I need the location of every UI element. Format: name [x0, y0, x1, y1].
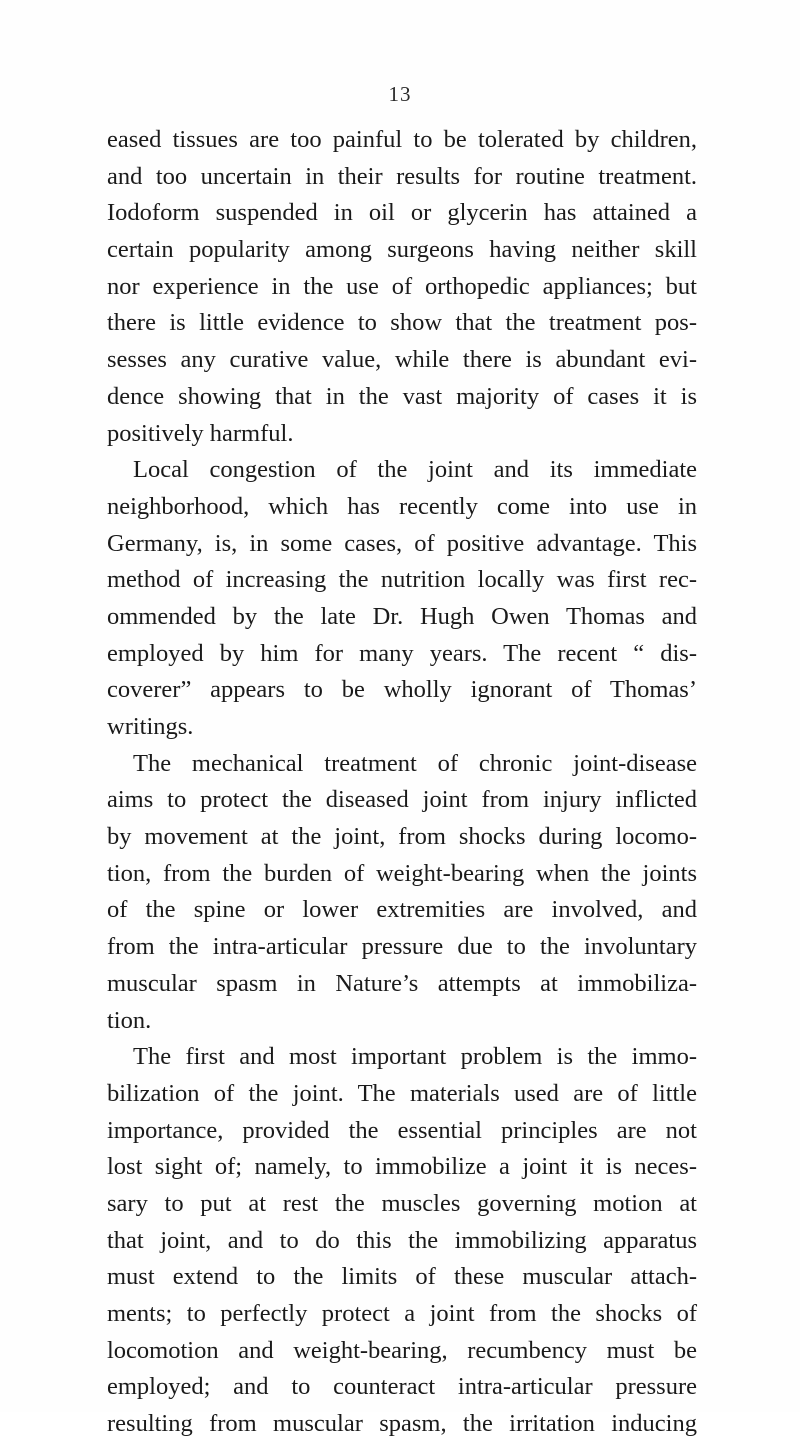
text-line: sesses any curative value, while there is abundant evi-	[107, 346, 697, 374]
text-line: tion.	[107, 1006, 152, 1034]
text-line: tion, from the burden of weight-bearing when the joints	[107, 859, 697, 887]
text-line: dence showing that in the vast majority of cases it is	[107, 382, 697, 410]
text-line: there is little evidence to show that the treatment pos-	[107, 309, 697, 337]
text-line: ments; to perfectly protect a joint from the shocks of	[107, 1300, 697, 1327]
text-line: that joint, and to do this the immobilizing apparatus	[107, 1226, 697, 1254]
text-line: resulting from muscular spasm, the irritation inducing	[107, 1410, 697, 1438]
text-line: importance, provided the essential principles are not	[107, 1116, 697, 1144]
text-line: employed by him for many years. The recent “ dis-	[107, 639, 697, 667]
page-number: 13	[388, 82, 412, 106]
text-line: and too uncertain in their results for routine treatment.	[107, 162, 697, 190]
text-line: method of increasing the nutrition locally was first rec-	[107, 566, 697, 594]
text-line: nor experience in the use of orthopedic appliances; but	[107, 272, 697, 300]
text-line: Iodoform suspended in oil or glycerin has attained a	[107, 199, 697, 227]
text-line: aims to protect the diseased joint from injury inflicted	[107, 786, 697, 814]
text-line: locomotion and weight-bearing, recumbency must be	[107, 1336, 697, 1364]
text-line: neighborhood, which has recently come into use in	[107, 492, 697, 520]
text-line: The first and most important problem is the immo-	[133, 1043, 697, 1071]
text-line: bilization of the joint. The materials used are of little	[107, 1079, 697, 1107]
text-line: lost sight of; namely, to immobilize a joint it is neces-	[107, 1153, 697, 1181]
text-line: by movement at the joint, from shocks during locomo-	[107, 823, 697, 851]
text-line: employed; and to counteract intra-articular pressure	[107, 1373, 697, 1401]
body-text	[107, 122, 697, 1443]
text-line: must extend to the limits of these muscular attach-	[107, 1263, 697, 1291]
text-line: positively harmful.	[107, 419, 294, 447]
text-line: Germany, is, in some cases, of positive advantage. This	[107, 529, 697, 557]
text-line: ommended by the late Dr. Hugh Owen Thomas and	[107, 602, 697, 630]
text-line: from the intra-articular pressure due to the involuntary	[107, 933, 697, 961]
text-line: certain popularity among surgeons having neither skill	[107, 236, 697, 264]
text-line: Local congestion of the joint and its immediate	[133, 456, 697, 484]
text-line: writings.	[107, 713, 194, 740]
text-line: coverer” appears to be wholly ignorant of Thomas’	[107, 676, 697, 704]
text-line: sary to put at rest the muscles governing motion at	[107, 1189, 697, 1217]
text-line: eased tissues are too painful to be tolerated by children,	[107, 126, 697, 153]
text-line: muscular spasm in Nature’s attempts at immobiliza-	[107, 969, 697, 997]
text-line: of the spine or lower extremities are involved, and	[107, 896, 697, 924]
text-line: The mechanical treatment of chronic joint-disease	[133, 749, 697, 777]
